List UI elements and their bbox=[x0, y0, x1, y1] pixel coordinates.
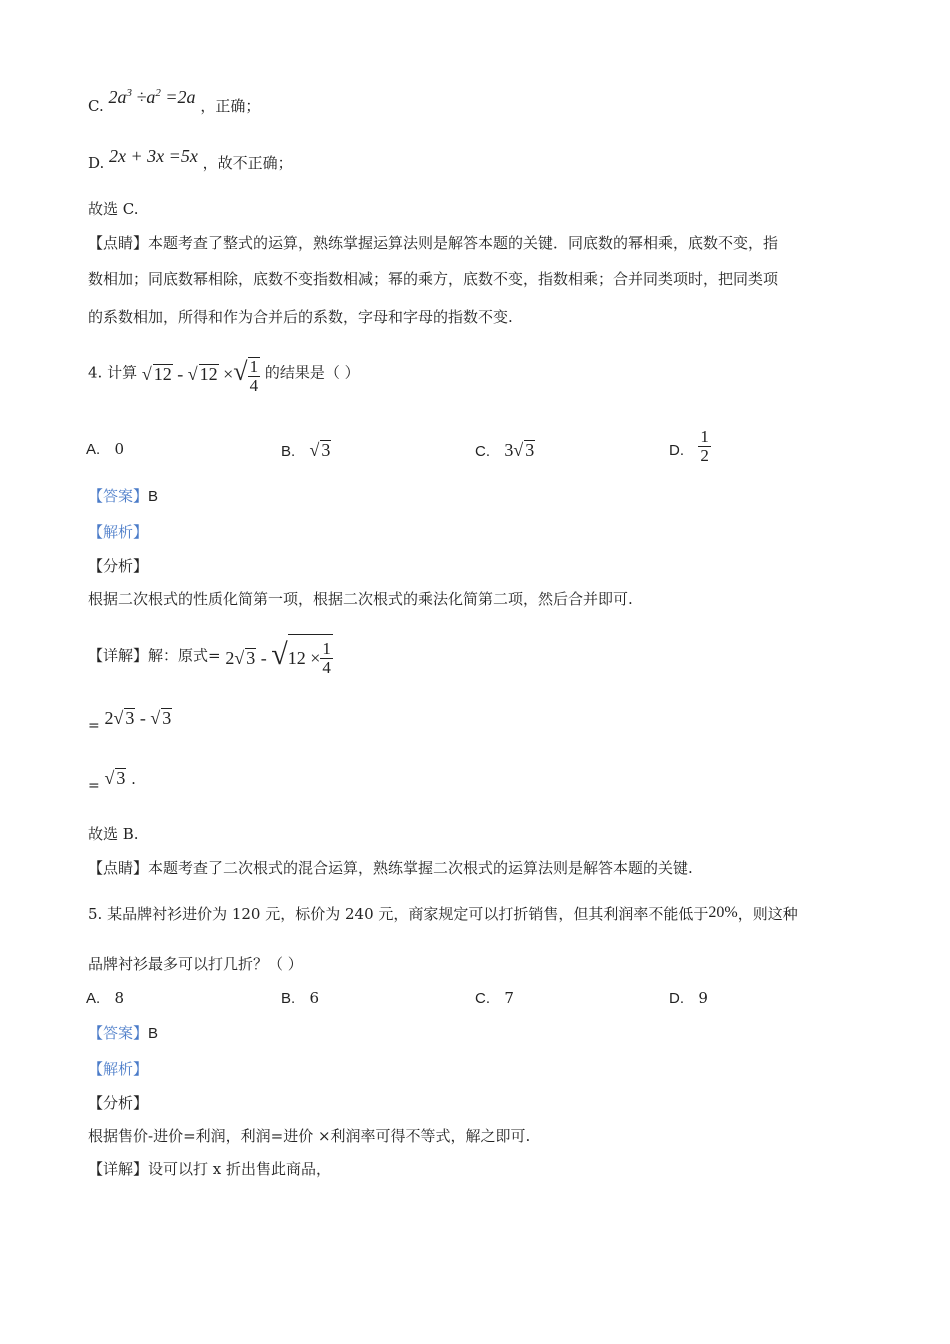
q4-d-value: $\frac{1}{2}$ bbox=[700, 427, 709, 465]
q5-question-line2: 品牌衬衫最多可以打几折？（ ） bbox=[88, 955, 303, 973]
q4-comment: 【点睛】本题考查了二次根式的混合运算，熟练掌握二次根式的运算法则是解答本题的关键. bbox=[88, 859, 693, 877]
q4-analysis-tag: 【分析】 bbox=[88, 557, 149, 575]
q5-answer bbox=[88, 1023, 158, 1044]
q4-b-value: √ 3 bbox=[309, 440, 331, 460]
q4-detail-expr2: 2√ 3 - √ 3 bbox=[104, 708, 172, 728]
q4-a-value: 0 bbox=[114, 440, 125, 458]
q4-answer-tag: 【答案】 bbox=[88, 487, 149, 505]
q5-detail: 【详解】设可以打 x 折出售此商品， bbox=[88, 1160, 331, 1178]
q5-b-label: B. bbox=[281, 990, 296, 1007]
q4-equals-2: = bbox=[88, 778, 100, 794]
q3-option-c bbox=[88, 87, 261, 116]
q3-comment-line1: 【点睛】本题考查了整式的运算，熟练掌握运算法则是解答本题的关键．同底数的幂相乘，底数不变，指 bbox=[88, 234, 779, 252]
q5-c-value: 7 bbox=[504, 989, 514, 1007]
q3-option-d bbox=[88, 146, 293, 173]
q5-option-c bbox=[475, 989, 514, 1007]
q5-option-a bbox=[86, 989, 124, 1007]
q3-comment-line3: 的系数相加，所得和作为合并后的系数，字母和字母的指数不变. bbox=[88, 308, 513, 326]
q4-c-label: C. bbox=[475, 443, 490, 460]
q4-expression: √ 12 - √ 12 ×√ $\frac{1}{4}$ bbox=[141, 356, 259, 395]
q5-a-value: 8 bbox=[114, 989, 125, 1007]
q5-percent: 20% bbox=[708, 904, 738, 921]
q4-detail-line2 bbox=[88, 708, 172, 734]
q3-conclusion: 故选 C. bbox=[88, 200, 139, 218]
q4-question bbox=[88, 352, 360, 395]
q3-c-formula: $2a^3 \div a^2 =2a$ bbox=[108, 87, 196, 107]
q5-b-value: 6 bbox=[309, 989, 320, 1007]
q4-option-b bbox=[281, 440, 331, 461]
q5-c-label: C. bbox=[475, 990, 490, 1007]
q5-answer-value: B bbox=[148, 1025, 159, 1042]
q4-c-value: 3√ 3 bbox=[504, 440, 535, 460]
q3-comment-line2: 数相加；同底数幂相除，底数不变指数相减；幂的乘方，底数不变，指数相乘；合并同类项时，把同类项 bbox=[88, 270, 779, 288]
q4-prefix: 4. 计算 bbox=[88, 363, 138, 382]
q4-detail-line1 bbox=[88, 632, 333, 681]
q5-line1b: ，则这种 bbox=[737, 905, 798, 923]
q5-option-d bbox=[669, 989, 708, 1007]
q3-d-formula: 2x + 3x =5x bbox=[109, 146, 198, 166]
q4-b-radicand: 3 bbox=[321, 440, 331, 460]
q4-b-label: B. bbox=[281, 443, 296, 460]
q4-suffix: 的结果是（ ） bbox=[264, 363, 360, 382]
q4-explain-tag: 【解析】 bbox=[88, 523, 149, 541]
q3-d-tail: ，故不正确； bbox=[202, 154, 293, 172]
q5-question-line1 bbox=[88, 904, 798, 925]
q4-detail-expr1: 2√ 3 - √12 × $\frac{1}{4}$ bbox=[225, 648, 333, 668]
q3-c-label: C. bbox=[88, 97, 104, 115]
q5-option-b bbox=[281, 989, 319, 1007]
q5-analysis-tag: 【分析】 bbox=[88, 1094, 149, 1112]
q4-a-label: A. bbox=[86, 441, 101, 458]
q5-analysis: 根据售价-进价=利润，利润=进价 ×利润率可得不等式，解之即可. bbox=[88, 1127, 531, 1145]
q4-equals-1: = bbox=[88, 718, 100, 734]
q4-option-d bbox=[669, 428, 711, 465]
q5-line1a: 5. 某品牌衬衫进价为 120 元，标价为 240 元，商家规定可以打折销售，但其利润率不能低于 bbox=[88, 905, 709, 923]
q5-explain-tag: 【解析】 bbox=[88, 1060, 149, 1078]
q4-conclusion: 故选 B. bbox=[88, 825, 139, 843]
q3-c-tail: ，正确； bbox=[200, 97, 261, 115]
q4-answer bbox=[88, 486, 158, 507]
q4-c-radicand: 3 bbox=[525, 440, 535, 460]
q4-d-label: D. bbox=[669, 441, 684, 459]
q4-option-a bbox=[86, 440, 124, 458]
q4-analysis: 根据二次根式的性质化简第一项，根据二次根式的乘法化简第二项，然后合并即可. bbox=[88, 590, 633, 608]
q5-answer-tag: 【答案】 bbox=[88, 1024, 149, 1042]
q5-d-value: 9 bbox=[698, 989, 708, 1007]
q4-option-c bbox=[475, 440, 535, 461]
q5-a-label: A. bbox=[86, 990, 101, 1007]
q4-detail-expr3: √ 3 bbox=[104, 768, 126, 788]
q4-answer-value: B bbox=[148, 488, 159, 505]
q5-d-label: D. bbox=[669, 990, 684, 1007]
q3-d-label: D. bbox=[88, 154, 105, 172]
q4-detail-line3: = √ 3 . bbox=[88, 768, 136, 794]
q4-detail-prefix: 【详解】解：原式= bbox=[88, 646, 221, 665]
